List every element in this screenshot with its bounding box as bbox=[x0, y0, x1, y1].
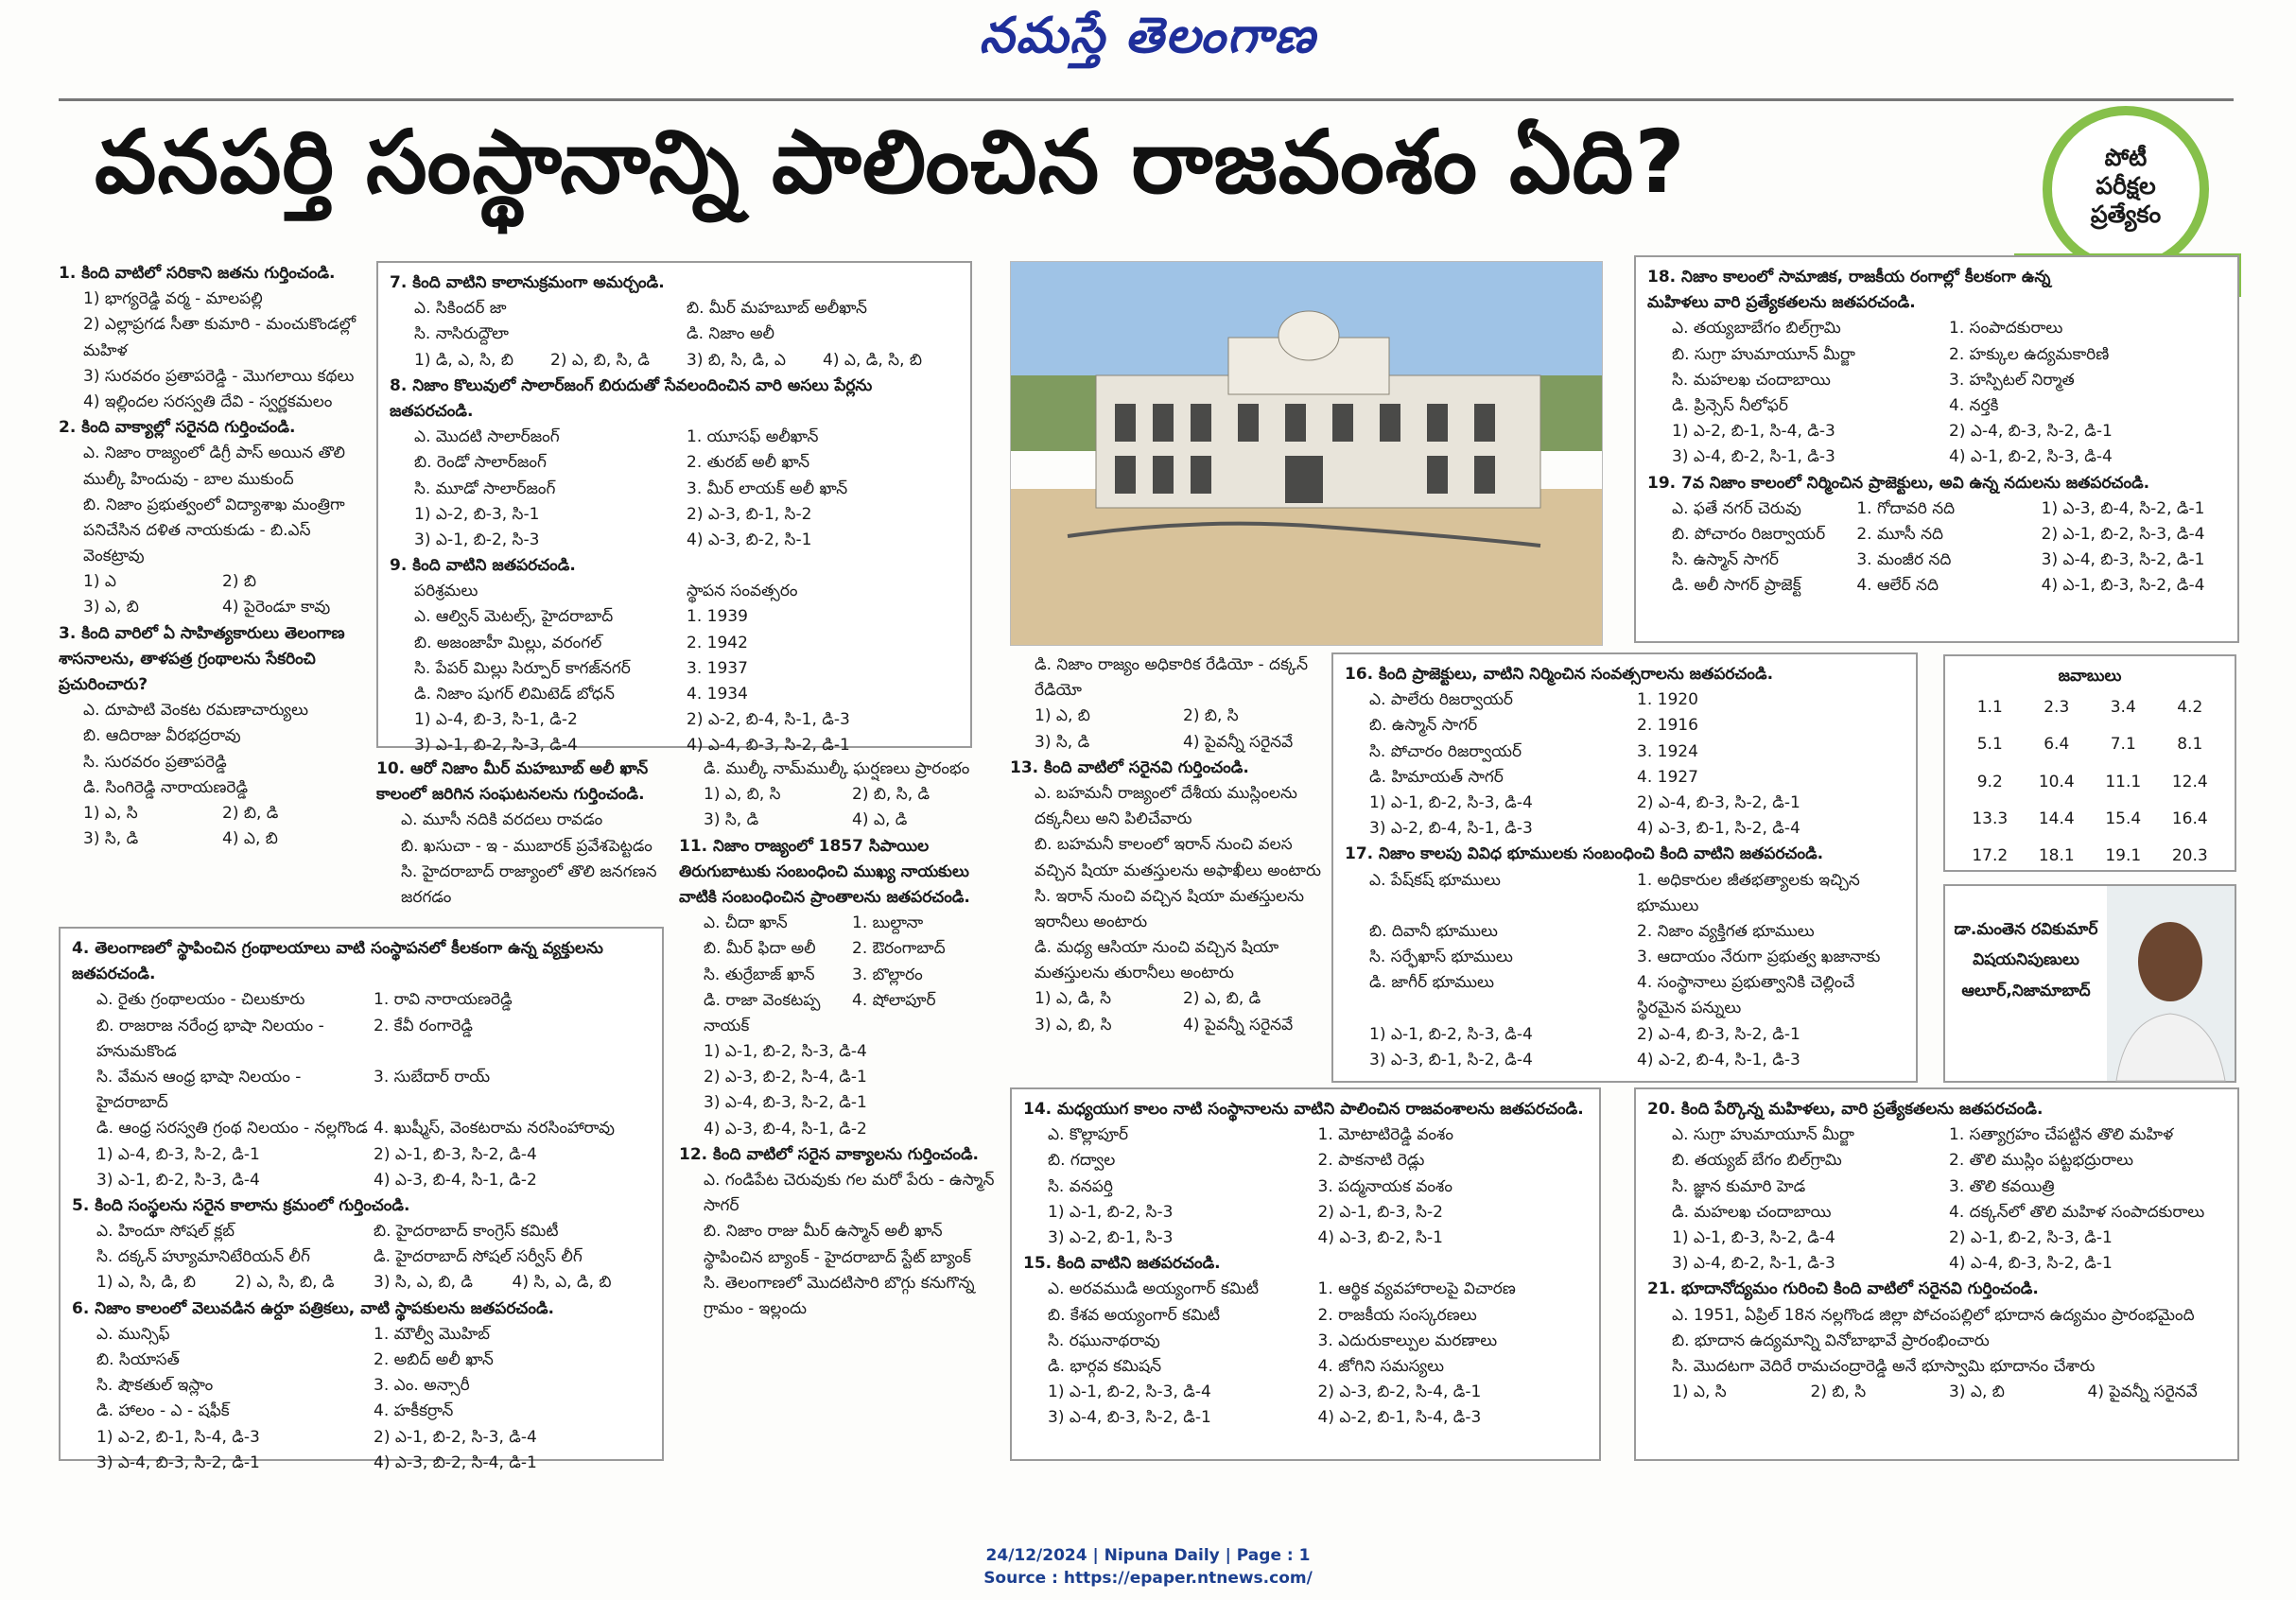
q21-option: 1) ఎ, సి bbox=[1672, 1383, 1727, 1402]
box-q14-q15 bbox=[1010, 1087, 1601, 1461]
q8-match: 3. మీర్ లాయక్ అలీ ఖాన్ bbox=[687, 478, 848, 498]
answer-row bbox=[1957, 689, 2223, 726]
q4-title: 4. తెలంగాణలో స్థాపించిన గ్రంథాలయాలు వాటి సంస్థాపనలో కీలకంగా ఉన్న వ్యక్తులను జతపరచండి. bbox=[72, 939, 603, 984]
q1-option: 2) ఎల్లాప్రగడ సీతా కుమారి - మంచుకొండల్లో మహిళ bbox=[83, 315, 357, 360]
q15-match: 3. ఎదురుకాల్పుల మరణాలు bbox=[1317, 1330, 1498, 1350]
q1-option: 3) సురవరం ప్రతాపరెడ్డి - మొగలాయి కథలు bbox=[83, 366, 355, 386]
q15-item: ఎ. అరవముడి అయ్యంగార్ కమిటీ bbox=[1048, 1279, 1259, 1299]
q17-item: సి. సర్ఫేఖాస్ భూములు bbox=[1369, 948, 1513, 967]
q12-option: 3) సి, డి bbox=[1035, 732, 1090, 752]
exam-badge bbox=[2043, 106, 2209, 272]
q10-option: 3) సి, డి bbox=[704, 810, 759, 830]
q13-statement: బి. బహమనీ కాలంలో ఇరాన్ నుంచి వలస వచ్చిన షియా మతస్తులను అఫాఖీలు అంటారు bbox=[1035, 835, 1321, 880]
q9-option: 4) ఎ-4, బి-3, సి-2, డి-1 bbox=[687, 736, 850, 756]
q13-option: 1) ఎ, డి, సి bbox=[1035, 989, 1112, 1009]
q6-match: 3. ఎం. అన్సారీ bbox=[374, 1376, 470, 1396]
q7-statement: ఎ. సికిందర్ జా bbox=[414, 299, 507, 319]
q21-title: 21. భూదానోద్యమం గురించి కింది వాటిలో సరైనవి గుర్తించండి. bbox=[1647, 1279, 2039, 1299]
palace-photo bbox=[1010, 261, 1603, 646]
q6-match: 4. హకీకర్రాన్ bbox=[374, 1401, 454, 1421]
q16-match: 4. 1927 bbox=[1637, 767, 1698, 787]
author-place: ఆలూర్,నిజామాబాద్ bbox=[1961, 981, 2091, 1000]
q20-option: 2) ఎ-1, బి-2, సి-3, డి-1 bbox=[1949, 1227, 2113, 1247]
q15-title: 15. కింది వాటిని జతపరచండి. bbox=[1023, 1254, 1221, 1274]
q18-title: 18. నిజాం కాలంలో సామాజిక, రాజకీయ రంగాల్లో కీలకంగా ఉన్న మహిళలు వారి ప్రత్యేకతలను జతపరచండి. bbox=[1647, 268, 2051, 313]
q9-header: పరిశ్రమలు bbox=[414, 582, 478, 601]
q12-option: 4) పైవన్నీ సరైనవే bbox=[1183, 732, 1294, 752]
q16-match: 3. 1924 bbox=[1637, 741, 1698, 761]
q18-item: ఎ. తయ్యబాబేగం బిల్‌గ్రామి bbox=[1672, 319, 1841, 339]
q18-item: డి. ప్రిన్సెస్ నీలోఫర్ bbox=[1672, 395, 1788, 415]
column-1-top bbox=[59, 261, 361, 923]
q14-item: సి. వనపర్తి bbox=[1048, 1176, 1113, 1196]
q11-match: 4. షోలాపూర్ bbox=[852, 990, 936, 1010]
q14-option: 1) ఎ-1, బి-2, సి-3 bbox=[1048, 1202, 1174, 1222]
q16-option: 1) ఎ-1, బి-2, సి-3, డి-4 bbox=[1369, 792, 1533, 812]
q15-item: బి. కేశవ అయ్యంగార్ కమిటీ bbox=[1048, 1305, 1221, 1325]
q14-match: 2. పాకనాటి రెడ్లు bbox=[1317, 1151, 1425, 1171]
q19-item: బి. పోచారం రిజర్వాయర్ bbox=[1672, 524, 1826, 544]
q8-option: 2) ఎ-3, బి-1, సి-2 bbox=[687, 504, 812, 524]
answer-row bbox=[1957, 726, 2223, 763]
palace-image bbox=[1011, 262, 1602, 645]
q19-title: 19. 7వ నిజాం కాలంలో నిర్మించిన ప్రాజెక్టులు, అవి ఉన్న నదులను జతపరచండి. bbox=[1647, 473, 2150, 493]
q15-option: 1) ఎ-1, బి-2, సి-3, డి-4 bbox=[1048, 1383, 1211, 1402]
box-q20-q21 bbox=[1634, 1087, 2239, 1461]
q6-item: ఎ. మున్సిఫ్ bbox=[96, 1324, 170, 1344]
q2-title: 2. కింది వాక్యాల్లో సరైనది గుర్తించండి. bbox=[59, 418, 296, 438]
q18-match: 2. హక్కుల ఉద్యమకారిణి bbox=[1949, 344, 2110, 364]
q14-item: బి. గద్వాల bbox=[1048, 1151, 1116, 1171]
q15-match: 1. ఆర్థిక వ్యవహారాలపై విచారణ bbox=[1317, 1279, 1516, 1299]
author-card bbox=[1943, 884, 2236, 1083]
q19-option: 3) ఎ-4, బి-3, సి-2, డి-1 bbox=[2041, 550, 2205, 570]
q6-match: 1. మౌల్వీ మొహిబ్ bbox=[374, 1324, 491, 1344]
q16-item: బి. ఉస్మాన్ సాగర్ bbox=[1369, 716, 1478, 736]
q2-statement: బి. నిజాం ప్రభుత్వంలో విద్యాశాఖ మంత్రిగా పనిచేసిన దళిత నాయకుడు - బి.ఎస్ వెంకట్రావు bbox=[83, 495, 345, 566]
q21-statement: బి. భూదాన ఉద్యమాన్ని వినోబాభావే ప్రారంభించారు bbox=[1672, 1330, 1990, 1350]
q17-match: 2. నిజాం వ్యక్తిగత భూములు bbox=[1637, 921, 1815, 941]
q17-match: 3. ఆదాయం నేరుగా ప్రభుత్వ ఖజానాకు bbox=[1637, 948, 1881, 967]
q12-statement: బి. నిజాం రాజు మీర్ ఉస్మాన్ అలీ ఖాన్ స్థాపించిన బ్యాంక్ - హైదరాబాద్ స్టేట్ బ్యాంక్ bbox=[704, 1222, 971, 1267]
q4-item: డి. ఆంధ్ర సరస్వతి గ్రంథ నిలయం - నల్లగొండ bbox=[96, 1119, 368, 1139]
q8-item: ఎ. మొదటి సాలార్‌జంగ్ bbox=[414, 427, 560, 447]
q21-option: 4) పైవన్నీ సరైనవే bbox=[2087, 1383, 2198, 1402]
q3-title: 3. కింది వారిలో ఏ సాహిత్యకారులు తెలంగాణ శాసనాలను, తాళపత్ర గ్రంథాలను సేకరించి ప్రచురించారు? bbox=[59, 623, 345, 694]
q16-title: 16. కింది ప్రాజెక్టులు, వాటిని నిర్మించిన సంవత్సరాలను జతపరచండి. bbox=[1345, 665, 1774, 684]
q5-option: 1) ఎ, సి, డి, బి bbox=[96, 1273, 196, 1293]
q17-item: ఎ. పేష్‌కష్ భూములు bbox=[1369, 870, 1501, 890]
q9-option: 3) ఎ-1, బి-2, సి-3, డి-4 bbox=[414, 736, 578, 756]
answer-cell: 19.1 bbox=[2105, 845, 2142, 865]
q3-statement: బి. ఆదిరాజు వీరభద్రరావు bbox=[83, 726, 241, 746]
q8-title: 8. నిజాం కొలువులో సాలార్‌జంగ్ బిరుదుతో సేవలందించిన వారి అసలు పేర్లను జతపరచండి. bbox=[390, 375, 873, 421]
q12-option: 1) ఎ, బి bbox=[1035, 706, 1090, 726]
q11-option: 4) ఎ-3, బి-4, సి-1, డి-2 bbox=[704, 1119, 867, 1139]
q12-option: 2) బి, సి bbox=[1183, 706, 1239, 726]
answer-row bbox=[1957, 764, 2223, 801]
q12-statement: డి. నిజాం రాజ్యం అధికారిక రేడియో - దక్కన్ రేడియో bbox=[1035, 655, 1309, 701]
q9-item: డి. నిజాం షుగర్ లిమిటెడ్ బోధన్ bbox=[414, 685, 615, 704]
answer-cell: 16.4 bbox=[2171, 809, 2208, 828]
q13-statement: డి. మధ్య ఆసియా నుంచి వచ్చిన షియా మతస్తులను తురానీలు అంటారు bbox=[1035, 938, 1279, 983]
q12-title: 12. కింది వాటిలో సరైన వాక్యాలను గుర్తించండి. bbox=[679, 1144, 979, 1164]
q20-item: బి. తయ్యబ్ బేగం బిల్‌గ్రామి bbox=[1672, 1151, 1842, 1171]
q5-statement: డి. హైదరాబాద్ సోషల్ సర్వీస్ లీగ్ bbox=[374, 1247, 583, 1267]
answer-cell: 2.3 bbox=[2044, 698, 2070, 718]
q21-option: 3) ఎ, బి bbox=[1949, 1383, 2005, 1402]
q2-option: 1) ఎ bbox=[83, 572, 116, 592]
q11-title: 11. నిజాం రాజ్యంలో 1857 సిపాయిల తిరుగుబాటుకు సంబంధించి ముఖ్య నాయకులు వాటికి సంబంధించిన ప్రాంతాలను జతపరచండి. bbox=[679, 836, 970, 907]
q17-item: బి. దివానీ భూములు bbox=[1369, 921, 1498, 941]
q6-option: 1) ఎ-2, బి-1, సి-4, డి-3 bbox=[96, 1427, 260, 1447]
q2-option: 2) బి bbox=[222, 572, 256, 592]
q8-match: 2. తురబ్ అలీ ఖాన్ bbox=[687, 453, 810, 473]
q5-option: 3) సి, ఎ, బి, డి bbox=[374, 1273, 473, 1293]
q10-statement: ఎ. మూసీ నదికి వరదలు రావడం bbox=[401, 810, 603, 830]
q20-item: డి. మహలఖ చందాబాయి bbox=[1672, 1202, 1832, 1222]
q14-match: 1. మోటాటిరెడ్డి వంశం bbox=[1317, 1125, 1454, 1145]
answer-key-title: జవాబులు bbox=[2058, 667, 2122, 686]
q8-item: బి. రెండో సాలార్‌జంగ్ bbox=[414, 453, 547, 473]
q14-option: 2) ఎ-1, బి-3, సి-2 bbox=[1317, 1202, 1443, 1222]
answer-cell: 3.4 bbox=[2110, 698, 2136, 718]
q21-statement: సి. మొదటగా వెదిరే రామచంద్రారెడ్డి అనే భూస్వామి భూదానం చేశారు bbox=[1672, 1356, 2096, 1376]
q4-option: 4) ఎ-3, బి-4, సి-1, డి-2 bbox=[374, 1170, 537, 1190]
q16-item: డి. హిమాయత్ సాగర్ bbox=[1369, 767, 1504, 787]
q16-item: సి. పోచారం రిజర్వాయర్ bbox=[1369, 741, 1522, 761]
q20-option: 3) ఎ-4, బి-2, సి-1, డి-3 bbox=[1672, 1254, 1835, 1274]
q14-title: 14. మధ్యయుగ కాలం నాటి సంస్థానాలను వాటిని పాలించిన రాజవంశాలను జతపరచండి. bbox=[1023, 1100, 1584, 1119]
q4-option: 3) ఎ-1, బి-2, సి-3, డి-4 bbox=[96, 1170, 260, 1190]
q13-option: 3) ఎ, బి, సి bbox=[1035, 1015, 1112, 1035]
q17-option: 1) ఎ-1, బి-2, సి-3, డి-4 bbox=[1369, 1024, 1533, 1044]
q1-option: 4) ఇల్లిందల సరస్వతి దేవి - స్వర్ణకమలం bbox=[83, 391, 333, 411]
q4-item: సి. వేమన ఆంధ్ర భాషా నిలయం - హైదరాబాద్ bbox=[96, 1067, 302, 1113]
q14-option: 4) ఎ-3, బి-2, సి-1 bbox=[1317, 1227, 1443, 1247]
q6-option: 4) ఎ-3, బి-2, సి-4, డి-1 bbox=[374, 1452, 537, 1472]
q4-match: 4. ఖుష్మీస్, వెంకటరామ నరసింహారావు bbox=[374, 1119, 615, 1139]
q7-title: 7. కింది వాటిని కాలానుక్రమంగా అమర్చండి. bbox=[390, 273, 665, 292]
q11-item: ఎ. చీదా ఖాన్ bbox=[704, 913, 788, 933]
q11-option: 3) ఎ-4, బి-3, సి-2, డి-1 bbox=[704, 1093, 867, 1113]
q15-option: 2) ఎ-3, బి-2, సి-4, డి-1 bbox=[1317, 1383, 1482, 1402]
q13-title: 13. కింది వాటిలో సరైనవి గుర్తించండి. bbox=[1010, 757, 1249, 777]
q9-match: 1. 1939 bbox=[687, 607, 748, 627]
q16-item: ఎ. పాలేరు రిజర్వాయర్ bbox=[1369, 690, 1514, 710]
answer-key bbox=[1943, 654, 2236, 872]
q12-statement: ఎ. గండిపేట చెరువుకు గల మరో పేరు - ఉస్మాన్ సాగర్ bbox=[704, 1171, 995, 1216]
q3-option: 3) సి, డి bbox=[83, 829, 139, 849]
q9-option: 2) ఎ-2, బి-4, సి-1, డి-3 bbox=[687, 710, 850, 730]
q9-title: 9. కింది వాటిని జతపరచండి. bbox=[390, 556, 576, 576]
q11-option: 2) ఎ-3, బి-2, సి-4, డి-1 bbox=[704, 1068, 867, 1087]
q15-match: 4. జోగిని సమస్యలు bbox=[1317, 1356, 1445, 1376]
q20-title: 20. కింది పేర్కొన్న మహిళలు, వారి ప్రత్యేకతలను జతపరచండి. bbox=[1647, 1100, 2044, 1119]
box-q4-q6 bbox=[59, 927, 664, 1472]
q17-option: 2) ఎ-4, బి-3, సి-2, డి-1 bbox=[1637, 1024, 1800, 1044]
answer-cell: 8.1 bbox=[2177, 735, 2203, 755]
q4-item: ఎ. రైతు గ్రంథాలయం - చిలుకూరు bbox=[96, 990, 305, 1010]
q10-statement: డి. ముల్కీ నామ్‌ముల్కీ ఘర్షణలు ప్రారంభం bbox=[704, 759, 970, 778]
answer-cell: 18.1 bbox=[2038, 845, 2075, 865]
box-q18-q19 bbox=[1634, 255, 2239, 643]
q17-option: 3) ఎ-3, బి-1, సి-2, డి-4 bbox=[1369, 1050, 1533, 1070]
box-q7-q9 bbox=[376, 261, 972, 756]
q3-statement: సి. సురవరం ప్రతాపరెడ్డి bbox=[83, 752, 227, 772]
q20-match: 4. దక్కన్‌లో తొలి మహిళ సంపాదకురాలు bbox=[1949, 1202, 2205, 1222]
q11-item: బి. మీర్ ఫిదా అలీ bbox=[704, 939, 816, 959]
q2-statement: ఎ. నిజాం రాజ్యంలో డిగ్రీ పాస్ అయిన తొలి ముల్కీ హిందువు - బాల ముకుంద్ bbox=[83, 443, 345, 489]
author-role: విషయనిపుణులు bbox=[1973, 950, 2079, 970]
q14-item: ఎ. కొల్లాపూర్ bbox=[1048, 1125, 1129, 1145]
q9-item: ఎ. ఆల్విన్ మెటల్స్, హైదరాబాద్ bbox=[414, 607, 614, 627]
q11-option: 1) ఎ-1, బి-2, సి-3, డి-4 bbox=[704, 1042, 867, 1062]
q17-title: 17. నిజాం కాలపు వివిధ భూములకు సంబంధించి కింది వాటిని జతపరచండి. bbox=[1345, 844, 1824, 864]
q3-option: 4) ఎ, బి bbox=[222, 829, 278, 849]
q8-match: 1. యూసఫ్ అలీఖాన్ bbox=[687, 427, 819, 447]
q6-item: బి. సియాసత్ bbox=[96, 1350, 180, 1369]
q10-option: 4) ఎ, డి bbox=[852, 810, 908, 830]
q13-option: 4) పైవన్నీ సరైనవే bbox=[1183, 1015, 1294, 1035]
q21-option: 2) బి, సి bbox=[1810, 1383, 1867, 1402]
q11-match: 2. ఔరంగాబాద్ bbox=[852, 939, 946, 959]
q10-option: 2) బి, సి, డి bbox=[852, 785, 931, 805]
q17-option: 4) ఎ-2, బి-4, సి-1, డి-3 bbox=[1637, 1050, 1800, 1070]
q6-option: 2) ఎ-1, బి-2, సి-3, డి-4 bbox=[374, 1427, 537, 1447]
q18-option: 4) ఎ-1, బి-2, సి-3, డి-4 bbox=[1949, 447, 2113, 467]
column-4 bbox=[1010, 652, 1331, 1069]
q1-option: 1) భాగ్యరెడ్డి వర్మ - మాలపల్లి bbox=[83, 289, 263, 309]
q15-item: సి. రఘునాథరావు bbox=[1048, 1330, 1160, 1350]
q5-option: 4) సి, ఎ, డి, బి bbox=[512, 1273, 612, 1293]
q20-item: సి. జ్ఞాన కుమారి హెడ bbox=[1672, 1176, 1806, 1196]
q8-option: 3) ఎ-1, బి-2, సి-3 bbox=[414, 530, 540, 549]
q15-option: 4) ఎ-2, బి-1, సి-4, డి-3 bbox=[1317, 1408, 1482, 1428]
q15-item: డి. భార్గవ కమిషన్ bbox=[1048, 1356, 1162, 1376]
q18-option: 3) ఎ-4, బి-2, సి-1, డి-3 bbox=[1672, 447, 1835, 467]
q8-option: 4) ఎ-3, బి-2, సి-1 bbox=[687, 530, 812, 549]
q13-option: 2) ఎ, బి, డి bbox=[1183, 989, 1261, 1009]
answer-table bbox=[1957, 689, 2223, 912]
q6-item: సి. షౌకతుల్ ఇస్లాం bbox=[96, 1376, 214, 1396]
badge-line3: ప్రత్యేకం bbox=[2090, 200, 2162, 228]
q17-match: 4. సంస్థానాలు ప్రభుత్వానికి చెల్లించే స్థిరమైన పన్నులు bbox=[1637, 973, 1855, 1018]
q19-match: 1. గోదావరి నది bbox=[1856, 498, 1956, 518]
q5-statement: సి. దక్కన్ హ్యూమానిటేరియన్ లీగ్ bbox=[96, 1247, 310, 1267]
q9-match: 4. 1934 bbox=[687, 685, 748, 704]
author-text bbox=[1945, 886, 2107, 1081]
q11-item: సి. తుర్రేబాజ్ ఖాన్ bbox=[704, 965, 815, 984]
q11-match: 3. బొల్లారం bbox=[852, 965, 923, 984]
badge-line1: పోటీ bbox=[2104, 144, 2148, 171]
answer-cell: 11.1 bbox=[2105, 772, 2142, 791]
q5-statement: బి. హైదరాబాద్ కాంగ్రెస్ కమిటీ bbox=[374, 1222, 559, 1242]
box-q16-q17 bbox=[1331, 652, 1918, 1083]
q19-item: డి. అలీ సాగర్ ప్రాజెక్ట్ bbox=[1672, 576, 1801, 596]
answer-row bbox=[1957, 838, 2223, 875]
q16-match: 1. 1920 bbox=[1637, 690, 1698, 710]
q9-match: 3. 1937 bbox=[687, 658, 748, 678]
answer-cell: 10.4 bbox=[2038, 772, 2075, 791]
q14-match: 3. పద్మనాయక వంశం bbox=[1317, 1176, 1452, 1196]
q9-header: స్థాపన సంవత్సరం bbox=[687, 582, 798, 601]
masthead: నమస్తే తెలంగాణ bbox=[979, 8, 1317, 64]
q19-option: 4) ఎ-1, బి-3, సి-2, డి-4 bbox=[2041, 576, 2205, 596]
q6-item: డి. హాలం - ఎ - షఫీక్ bbox=[96, 1401, 230, 1421]
q6-match: 2. అబిద్ అలీ ఖాన్ bbox=[374, 1350, 494, 1369]
author-photo bbox=[2107, 886, 2235, 1081]
q10-title: 10. ఆరో నిజాం మీర్ మహబూబ్ అలీ ఖాన్ కాలంలో జరిగిన సంఘటనలను గుర్తించండి. bbox=[376, 759, 649, 805]
answer-cell: 14.4 bbox=[2038, 809, 2075, 828]
headline: వనపర్తి సంస్థానాన్ని పాలించిన రాజవంశం ఏది? bbox=[95, 112, 1686, 213]
q7-option: 4) ఎ, డి, సి, బి bbox=[823, 350, 922, 370]
q4-option: 2) ఎ-1, బి-3, సి-2, డి-4 bbox=[374, 1144, 537, 1164]
q7-statement: సి. నాసిరుద్దౌలా bbox=[414, 324, 509, 344]
q10-statement: సి. హైదరాబాద్ రాజ్యాంలో తొలి జనగణన జరగడం bbox=[401, 861, 657, 907]
answer-cell: 1.1 bbox=[1976, 698, 2003, 718]
q1-title: 1. కింది వాటిలో సరికాని జతను గుర్తించండి. bbox=[59, 264, 336, 283]
q7-statement: బి. మీర్ మహబూబ్ అలీఖాన్ bbox=[687, 299, 867, 319]
q18-match: 1. సంపాదకురాలు bbox=[1949, 319, 2063, 339]
q19-match: 3. మంజీర నది bbox=[1856, 550, 1952, 570]
q3-option: 1) ఎ, సి bbox=[83, 803, 138, 823]
answer-cell: 6.4 bbox=[2044, 735, 2070, 755]
q17-item: డి. జాగీర్ భూములు bbox=[1369, 973, 1494, 993]
q15-option: 3) ఎ-4, బి-3, సి-2, డి-1 bbox=[1048, 1408, 1211, 1428]
q2-option: 4) పైరెండూ కావు bbox=[222, 598, 331, 617]
q9-match: 2. 1942 bbox=[687, 633, 748, 652]
answer-cell: 20.3 bbox=[2171, 845, 2208, 865]
q3-statement: డి. సింగిరెడ్డి నారాయణరెడ్డి bbox=[83, 777, 249, 797]
column-3 bbox=[679, 757, 1000, 1475]
q18-item: సి. మహలఖ చందాబాయి bbox=[1672, 370, 1831, 390]
answer-cell: 4.2 bbox=[2177, 698, 2203, 718]
q19-match: 2. మూసీ నది bbox=[1856, 524, 1944, 544]
q16-option: 3) ఎ-2, బి-4, సి-1, డి-3 bbox=[1369, 819, 1533, 839]
q18-item: బి. సుగ్రా హుమాయూన్ మీర్జా bbox=[1672, 344, 1855, 364]
q6-option: 3) ఎ-4, బి-3, సి-2, డి-1 bbox=[96, 1452, 260, 1472]
q18-match: 4. నర్తకి bbox=[1949, 395, 1999, 415]
q20-option: 4) ఎ-4, బి-3, సి-2, డి-1 bbox=[1949, 1254, 2113, 1274]
q20-item: ఎ. సుగ్రా హుమాయూన్ మీర్జా bbox=[1672, 1125, 1854, 1145]
answer-cell: 5.1 bbox=[1976, 735, 2003, 755]
q7-option: 1) డి, ఎ, సి, బి bbox=[414, 350, 513, 370]
q14-option: 3) ఎ-2, బి-1, సి-3 bbox=[1048, 1227, 1174, 1247]
q8-item: సి. మూడో సాలార్‌జంగ్ bbox=[414, 478, 556, 498]
q5-title: 5. కింది సంస్థలను సరైన కాలాను క్రమంలో గుర్తించండి. bbox=[72, 1195, 410, 1215]
q8-option: 1) ఎ-2, బి-3, సి-1 bbox=[414, 504, 540, 524]
q17-match: 1. అధికారుల జీతభత్యాలకు ఇచ్చిన భూములు bbox=[1637, 870, 1860, 915]
q10-statement: బి. ఖసుచా - ఇ - ముబారక్ ప్రవేశపెట్టడం bbox=[401, 836, 652, 856]
answer-cell: 15.4 bbox=[2105, 809, 2142, 828]
q4-match: 2. కేవీ రంగారెడ్డి bbox=[374, 1016, 474, 1035]
q9-item: బి. అజంజాహీ మిల్లు, వరంగల్ bbox=[414, 633, 602, 652]
q7-option: 3) బి, సి, డి, ఎ bbox=[687, 350, 786, 370]
q16-option: 4) ఎ-3, బి-1, సి-2, డి-4 bbox=[1637, 819, 1800, 839]
q5-option: 2) ఎ, సి, బి, డి bbox=[235, 1273, 335, 1293]
masthead-rule bbox=[59, 98, 2234, 101]
q13-statement: ఎ. బహమనీ రాజ్యంలో దేశీయ ముస్లింలను దక్కనీలు అని పిలిచేవారు bbox=[1035, 783, 1297, 829]
q4-item: బి. రాజరాజ నరేంద్ర భాషా నిలయం - హనుమకొండ bbox=[96, 1016, 324, 1061]
author-avatar-icon bbox=[2107, 886, 2235, 1081]
q21-statement: ఎ. 1951, ఏప్రిల్ 18న నల్లగొండ జిల్లా పోచంపల్లిలో భూదాన ఉద్యమం ప్రారంభమైంది bbox=[1672, 1305, 2195, 1325]
q20-option: 1) ఎ-1, బి-3, సి-2, డి-4 bbox=[1672, 1227, 1835, 1247]
footer-date-line: 24/12/2024 | Nipuna Daily | Page : 1 bbox=[985, 1546, 1311, 1565]
q20-match: 1. సత్యాగ్రహం చేపట్టిన తొలి మహిళ bbox=[1949, 1125, 2174, 1145]
q10-block bbox=[376, 757, 670, 927]
q4-match: 1. రావి నారాయణరెడ్డి bbox=[374, 990, 513, 1010]
q19-option: 2) ఎ-1, బి-2, సి-3, డి-4 bbox=[2041, 524, 2205, 544]
q7-option: 2) ఎ, బి, సి, డి bbox=[550, 350, 650, 370]
q12-statement: సి. తెలంగాణలో మొదటిసారి బొగ్గు కనుగొన్న గ్రామం - ఇల్లందు bbox=[704, 1273, 975, 1318]
answer-cell: 17.2 bbox=[1972, 845, 2009, 865]
q18-match: 3. హస్పిటల్ నిర్మాత bbox=[1949, 370, 2075, 390]
author-name: డా.మంతెన రవికుమార్ bbox=[1954, 920, 2098, 939]
q3-statement: ఎ. దూపాటి వెంకట రమణాచార్యులు bbox=[83, 701, 309, 721]
q7-statement: డి. నిజాం అలీ bbox=[687, 324, 775, 344]
q2-option: 3) ఎ, బి bbox=[83, 598, 139, 617]
q4-option: 1) ఎ-4, బి-3, సి-2, డి-1 bbox=[96, 1144, 260, 1164]
q3-option: 2) బి, డి bbox=[222, 803, 279, 823]
q16-option: 2) ఎ-4, బి-3, సి-2, డి-1 bbox=[1637, 792, 1800, 812]
q11-match: 1. బుల్దానా bbox=[852, 913, 924, 933]
q9-item: సి. పేపర్ మిల్లు సిర్పూర్ కాగజ్‌నగర్ bbox=[414, 658, 631, 678]
footer bbox=[0, 1545, 2296, 1591]
q5-statement: ఎ. హిందూ సోషల్ క్లబ్ bbox=[96, 1222, 235, 1242]
q4-match: 3. సుబేదార్ రాయ్ bbox=[374, 1067, 491, 1087]
answer-cell: 13.3 bbox=[1972, 809, 2009, 828]
q19-option: 1) ఎ-3, బి-4, సి-2, డి-1 bbox=[2041, 498, 2205, 518]
footer-source-line: Source : https://epaper.ntnews.com/ bbox=[983, 1568, 1313, 1588]
q20-match: 3. తొలి కవయిత్రి bbox=[1949, 1176, 2055, 1196]
badge-line2: పరీక్షల bbox=[2096, 172, 2156, 200]
q15-match: 2. రాజకీయ సంస్కరణలు bbox=[1317, 1305, 1477, 1325]
answer-row bbox=[1957, 801, 2223, 838]
q20-match: 2. తొలి ముస్లిం పట్టభద్రురాలు bbox=[1949, 1151, 2134, 1171]
q11-item: డి. రాజా వెంకటప్ప నాయక్ bbox=[704, 990, 821, 1035]
answer-cell: 7.1 bbox=[2110, 735, 2136, 755]
q6-title: 6. నిజాం కాలంలో వెలువడిన ఉర్దూ పత్రికలు, వాటి స్థాపకులను జతపరచండి. bbox=[72, 1298, 555, 1318]
q19-item: ఎ. ఫతే నగర్ చెరువు bbox=[1672, 498, 1801, 518]
q18-option: 1) ఎ-2, బి-1, సి-4, డి-3 bbox=[1672, 422, 1835, 442]
q13-statement: సి. ఇరాన్ నుంచి వచ్చిన షియా మతస్తులను ఇరానీలు అంటారు bbox=[1035, 886, 1304, 931]
q19-match: 4. ఆలేర్ నది bbox=[1856, 576, 1939, 596]
answer-cell: 9.2 bbox=[1976, 772, 2003, 791]
q16-match: 2. 1916 bbox=[1637, 716, 1698, 736]
answer-cell: 12.4 bbox=[2171, 772, 2208, 791]
q19-item: సి. ఉస్మాన్ సాగర్ bbox=[1672, 550, 1780, 570]
q18-option: 2) ఎ-4, బి-3, సి-2, డి-1 bbox=[1949, 422, 2113, 442]
q10-option: 1) ఎ, బి, సి bbox=[704, 785, 781, 805]
q9-option: 1) ఎ-4, బి-3, సి-1, డి-2 bbox=[414, 710, 578, 730]
